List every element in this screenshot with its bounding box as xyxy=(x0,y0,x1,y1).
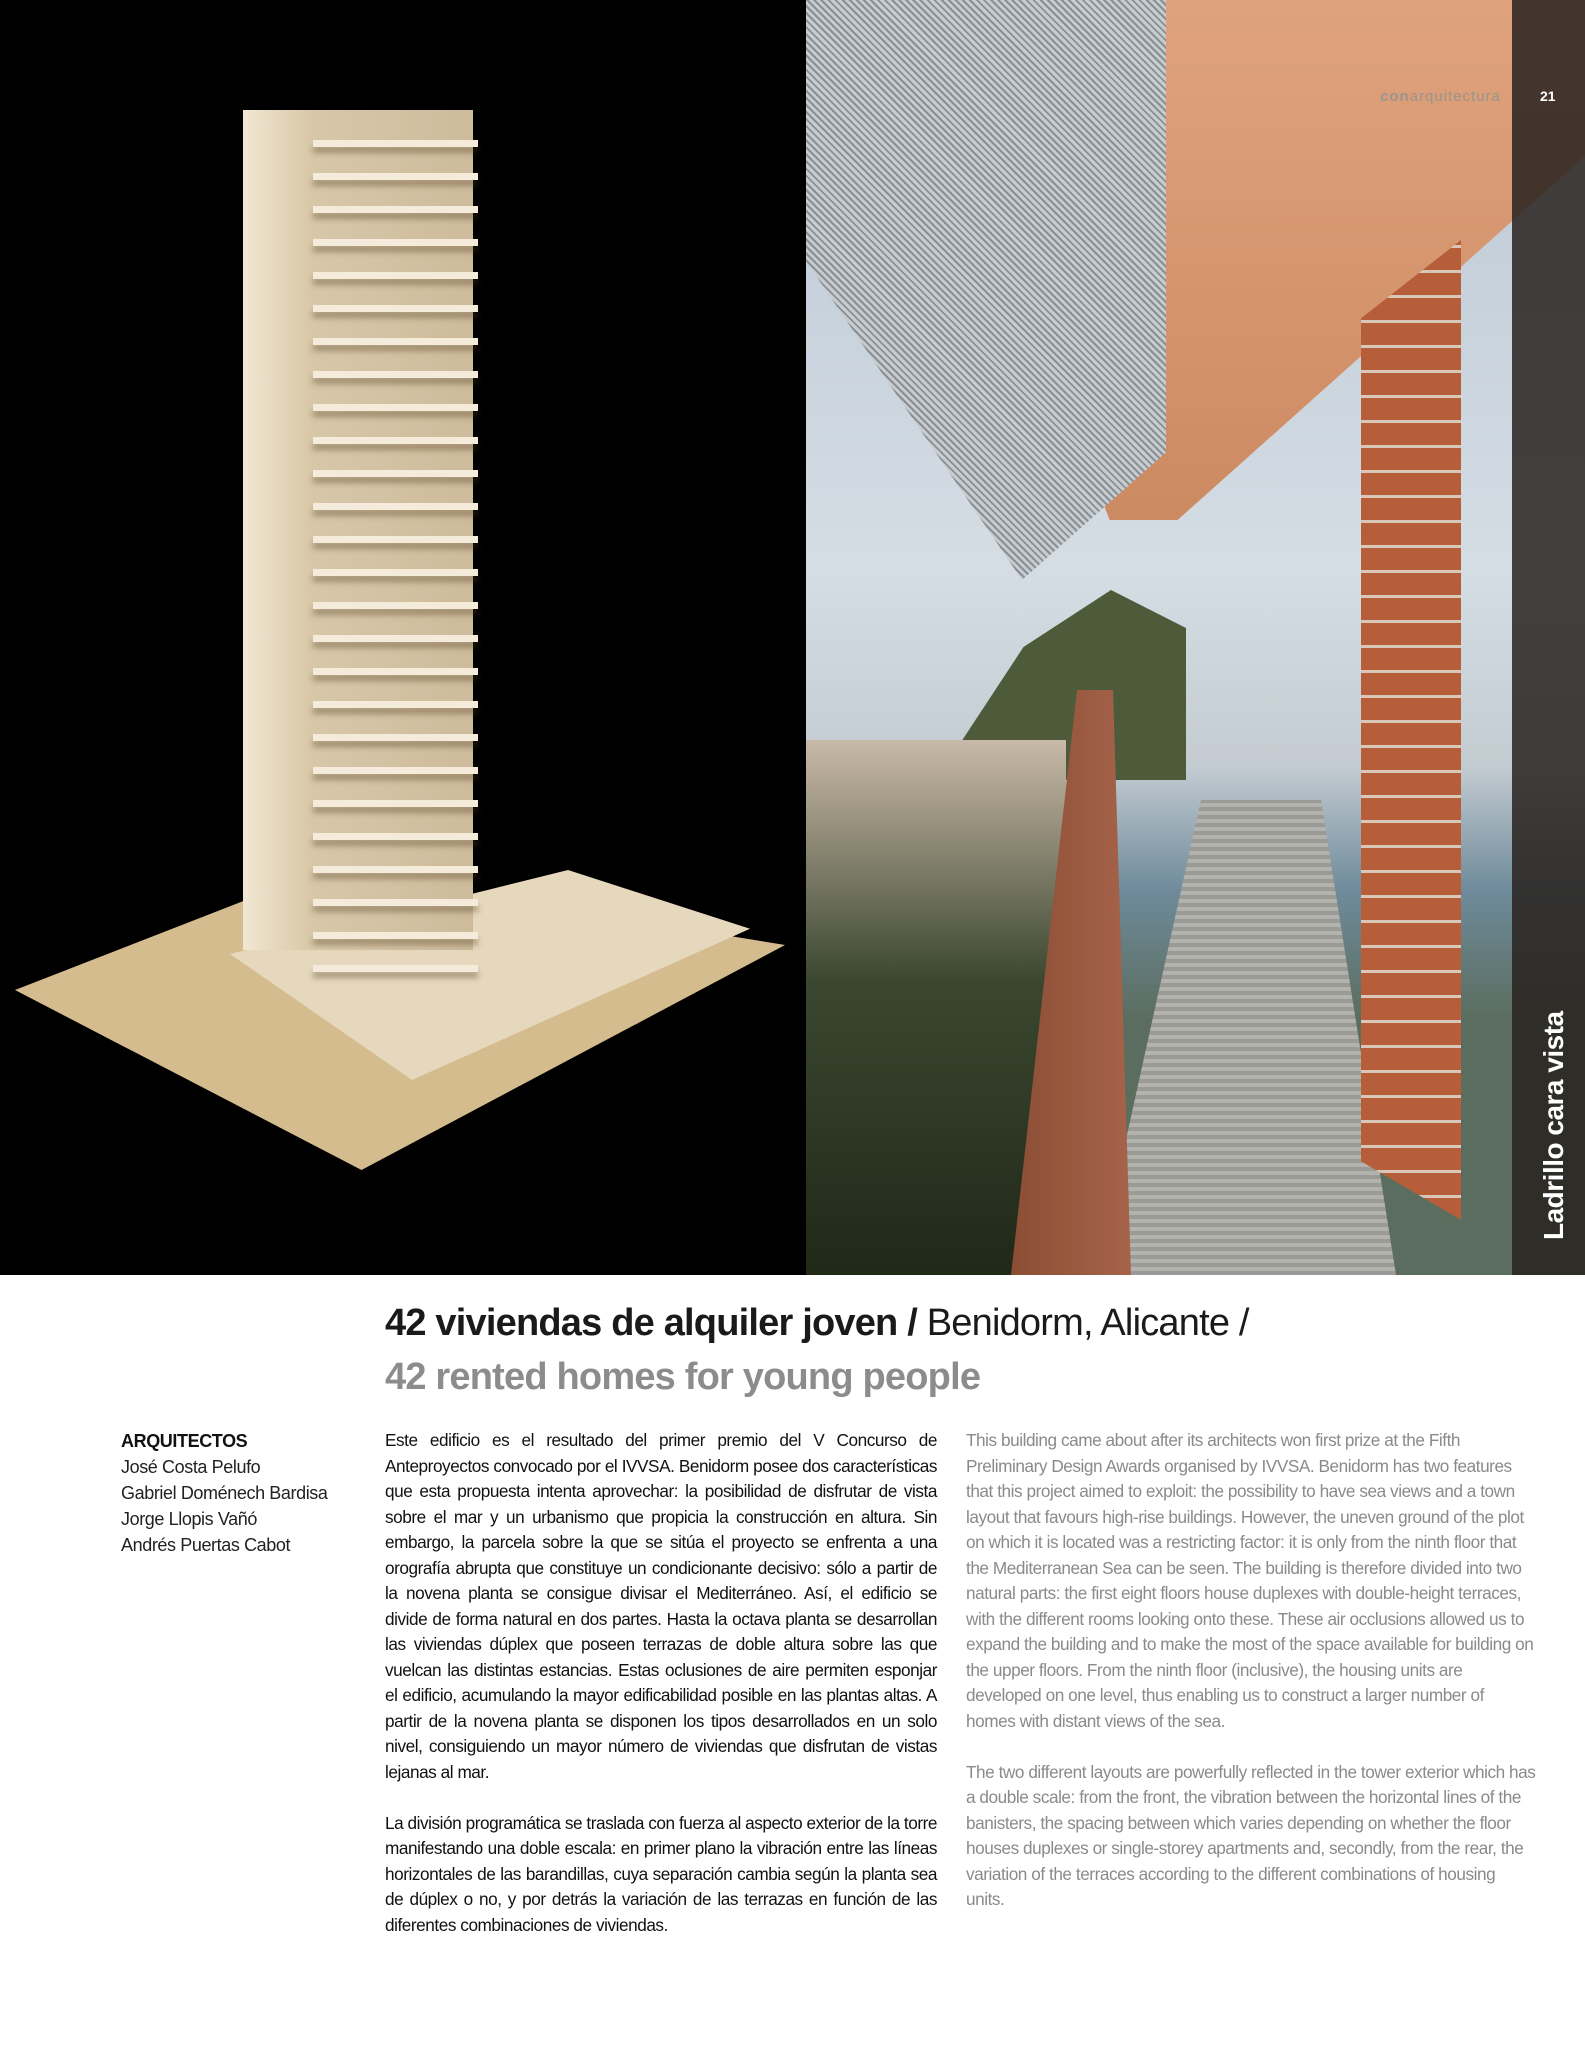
mesh-screen xyxy=(806,0,1166,580)
architects-heading: ARQUITECTOS xyxy=(121,1431,248,1451)
article-title: 42 viviendas de alquiler joven / Benidorm, Alicante / xyxy=(385,1302,1249,1344)
body-english xyxy=(966,1428,1536,1913)
architects-credits xyxy=(121,1428,328,1558)
model-slab xyxy=(313,701,478,708)
magazine-name: conarquitectura xyxy=(1380,88,1501,105)
brick-wall xyxy=(1361,240,1461,1220)
model-slab xyxy=(313,470,478,477)
model-slab xyxy=(313,437,478,444)
side-label: Ladrillo cara vista xyxy=(1538,1011,1569,1240)
model-slab xyxy=(313,602,478,609)
model-slab xyxy=(313,503,478,510)
model-slab xyxy=(313,239,478,246)
architect-name: José Costa Pelufo xyxy=(121,1457,261,1477)
model-slab xyxy=(313,404,478,411)
model-slab xyxy=(313,173,478,180)
tower-model-photo xyxy=(0,0,806,1275)
model-slab xyxy=(313,734,478,741)
model-slab xyxy=(313,536,478,543)
architect-name: Gabriel Doménech Bardisa xyxy=(121,1483,328,1503)
model-slab xyxy=(313,305,478,312)
body-spanish xyxy=(385,1428,937,1938)
article-title-english: 42 rented homes for young people xyxy=(385,1356,981,1398)
model-tower-side xyxy=(243,110,313,950)
architect-name: Andrés Puertas Cabot xyxy=(121,1535,291,1555)
page-number: 21 xyxy=(1540,88,1556,104)
paragraph: Este edificio es el resultado del primer premio del V Concurso de Anteproyectos convocado por el IVVSA. Benidorm posee dos características que esta propuesta intenta aprovechar: la posibilidad de disfrutar de vista sobre el mar y un urbanismo que propicia la construcción en altura. Sin embargo, la parcela sobre la que se sitúa el proyecto se enfrenta a una orografía abrupta que constituye un condicionante decisivo: sólo a partir de la novena planta se consigue divisar el Mediterráneo. Así, el edificio se divide de forma natural en dos partes. Hasta la octava planta se desarrollan las viviendas dúplex que poseen terrazas de doble altura sobre las que vuelcan las distintas estancias. Estas oclusiones de aire permiten esponjar el edificio, acumulando la mayor edificabilidad posible en las plantas altas. A partir de la novena planta se disponen los tipos desarrollados en un solo nivel, consiguiendo un mayor número de viviendas que disfrutan de vistas lejanas al mar. xyxy=(385,1430,937,1782)
architect-name: Jorge Llopis Vañó xyxy=(121,1509,257,1529)
model-slab xyxy=(313,668,478,675)
model-slab xyxy=(313,800,478,807)
balcony-photo xyxy=(806,0,1585,1275)
model-slab xyxy=(313,833,478,840)
model-slab xyxy=(313,932,478,939)
paragraph: The two different layouts are powerfully reflected in the tower exterior which has a double scale: from the front, the vibration between the horizontal lines of the banisters, the spacing between which varies depending on whether the floor houses duplexes or single-storey apartments and, secondly, from the rear, the variation of the terraces according to the different combinations of housing units. xyxy=(966,1761,1536,1909)
model-slab xyxy=(313,899,478,906)
balcony-floor xyxy=(1096,800,1396,1275)
model-slab xyxy=(313,569,478,576)
model-slab xyxy=(313,338,478,345)
model-slab xyxy=(313,140,478,147)
paragraph: This building came about after its architects won first prize at the Fifth Preliminary Design Awards organised by IVVSA. Benidorm has two features that this project aimed to exploit: the possibility to have sea views and a town layout that favours high-rise buildings. However, the uneven ground of the plot on which it is located was a restricting factor: it is only from the ninth floor that the Mediterranean Sea can be seen. The building is therefore divided into two natural parts: the first eight floors house duplexes with double-height terraces, with the different rooms looking onto these. These air occlusions allowed us to expand the building and to make the most of the space available for building on the upper floors. From the ninth floor (inclusive), the housing units are developed on one level, thus enabling us to construct a larger number of homes with distant views of the sea. xyxy=(966,1430,1534,1731)
model-slab xyxy=(313,272,478,279)
model-slab xyxy=(313,206,478,213)
model-slab xyxy=(313,866,478,873)
model-slab xyxy=(313,371,478,378)
paragraph: La división programática se traslada con fuerza al aspecto exterior de la torre manifestando una doble escala: en primer plano la vibración entre las líneas horizontales de las barandillas, cuya separación cambia según la planta sea de dúplex o no, y por detrás la variación de las terrazas en función de las diferentes combinaciones de viviendas. xyxy=(385,1812,937,1935)
model-slab xyxy=(313,965,478,972)
model-slab xyxy=(313,635,478,642)
model-slab xyxy=(313,767,478,774)
